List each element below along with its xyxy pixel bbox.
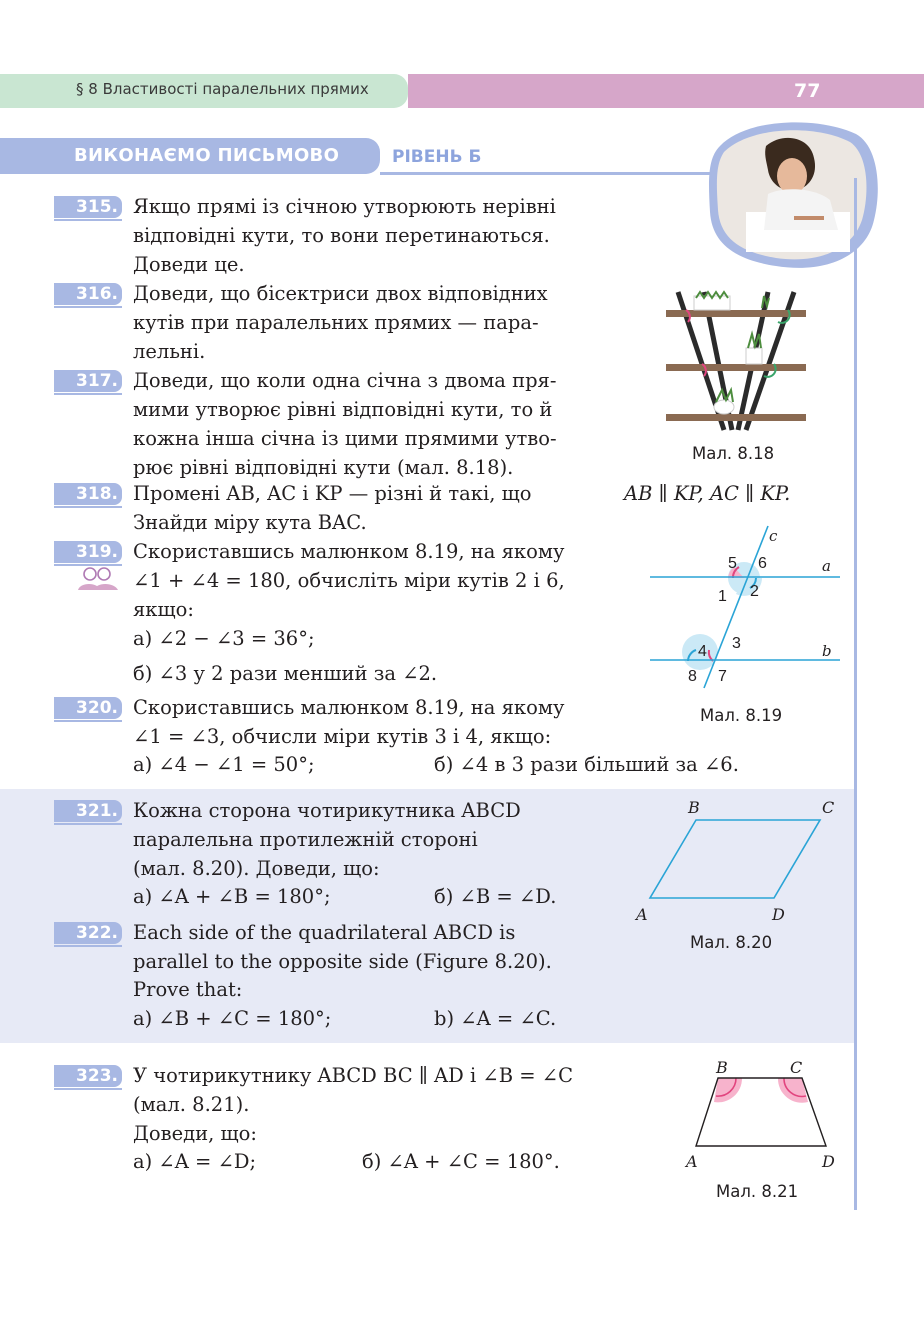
vertex-A: A	[636, 905, 648, 924]
label-b: b	[822, 642, 832, 660]
problem-text-line: паралельна протилежній стороні	[133, 828, 478, 851]
exercise-band-underline	[380, 172, 710, 175]
angle-5: 5	[728, 555, 737, 572]
problem-number: 320.	[54, 697, 122, 719]
angle-2: 2	[750, 583, 759, 600]
figure-caption: Мал. 8.19	[700, 706, 783, 725]
problem-text-line: лельні.	[133, 340, 206, 363]
problem-number: 319.	[54, 541, 122, 563]
problem-number: 322.	[54, 922, 122, 944]
angle-6: 6	[758, 555, 767, 572]
header-page-bar	[408, 74, 924, 108]
problem-number: 317.	[54, 370, 122, 392]
problem-text-line: b) ∠A = ∠C.	[434, 1007, 557, 1030]
vertex-B: B	[716, 1058, 728, 1077]
figure-8-19-transversal	[646, 524, 846, 690]
vertex-D: D	[822, 1152, 835, 1171]
pair-work-icon	[76, 566, 120, 592]
page-number: 77	[794, 80, 821, 102]
problem-text-line: ∠1 = ∠3, обчисли міри кутів 3 і 4, якщо:	[133, 725, 552, 748]
problem-text-line: відповідні кути, то вони перетинаються.	[133, 224, 550, 247]
problem-text-line: а) ∠2 − ∠3 = 36°;	[133, 627, 315, 650]
problem-text-line: Доведи, що:	[133, 1122, 257, 1145]
problem-text-line: Знайди міру кута BAC.	[133, 511, 367, 534]
figure-8-21-trapezoid	[680, 1054, 842, 1174]
problem-text-line: кутів при паралельних прямих — пара-	[133, 311, 539, 334]
problem-text-line: (мал. 8.21).	[133, 1093, 250, 1116]
problem-text-line: а) ∠A = ∠D;	[133, 1150, 257, 1173]
problem-text-line: Each side of the quadrilateral ABCD is	[133, 921, 516, 944]
vertex-D: D	[772, 905, 785, 924]
problem-text-line: (мал. 8.20). Доведи, що:	[133, 857, 380, 880]
problem-text-line: Скориставшись малюнком 8.19, на якому	[133, 540, 565, 563]
problem-text-line: Prove that:	[133, 978, 243, 1001]
problem-text-line: б) ∠3 у 2 рази менший за ∠2.	[133, 662, 438, 685]
figure-8-20-parallelogram	[630, 796, 844, 930]
problem-text-line: а) ∠4 − ∠1 = 50°;	[133, 753, 315, 776]
problem-text-line: Якщо прямі із січною утворюють нерівні	[133, 195, 556, 218]
angle-8: 8	[688, 668, 697, 685]
vertex-B: B	[688, 798, 700, 817]
problem-text-line: б) ∠B = ∠D.	[434, 885, 557, 908]
problem-text-line: кожна інша січна із цими прямими утво-	[133, 427, 557, 450]
problem-text-line: а) ∠A + ∠B = 180°;	[133, 885, 331, 908]
student-photo	[706, 116, 878, 276]
figure-8-18-shelf	[660, 290, 812, 438]
exercise-band-title: ВИКОНАЄМО ПИСЬМОВО	[74, 145, 340, 166]
vertex-A: A	[686, 1152, 698, 1171]
figure-caption: Мал. 8.18	[692, 444, 775, 463]
angle-4: 4	[698, 643, 707, 660]
problem-text-line: У чотирикутнику ABCD BC ∥ AD і ∠B = ∠C	[133, 1064, 574, 1087]
angle-3: 3	[732, 635, 741, 652]
problem-text-line: parallel to the opposite side (Figure 8.20).	[133, 950, 552, 973]
problem-text-line: б) ∠A + ∠C = 180°.	[362, 1150, 560, 1173]
problem-number: 323.	[54, 1065, 122, 1087]
problem-text-line: a) ∠B + ∠C = 180°;	[133, 1007, 332, 1030]
label-c: c	[769, 527, 778, 545]
problem-text-aside: AB ∥ KP, AC ∥ KP.	[624, 482, 791, 505]
problem-text-line: Скориставшись малюнком 8.19, на якому	[133, 696, 565, 719]
problem-text-line: Кожна сторона чотирикутника ABCD	[133, 799, 521, 822]
angle-1: 1	[718, 588, 727, 605]
problem-text-line: Промені AB, AC і KP — різні й такі, що	[133, 482, 532, 505]
problem-text-line: якщо:	[133, 598, 194, 621]
problem-text-line: мими утворює рівні відповідні кути, то й	[133, 398, 553, 421]
vertex-C: C	[790, 1058, 803, 1077]
section-title: § 8 Властивості паралельних прямих	[76, 80, 369, 98]
figure-caption: Мал. 8.20	[690, 933, 773, 952]
problem-text-line: Доведи, що бісектриси двох відповідних	[133, 282, 548, 305]
angle-7: 7	[718, 668, 727, 685]
problem-number: 318.	[54, 483, 122, 505]
page-margin-rule	[854, 178, 857, 1210]
problem-text-line: Доведи це.	[133, 253, 245, 276]
problem-text-line: б) ∠4 в 3 рази більший за ∠6.	[434, 753, 739, 776]
problem-text-line: Доведи, що коли одна січна з двома пря-	[133, 369, 557, 392]
problem-number: 316.	[54, 283, 122, 305]
vertex-C: C	[822, 798, 835, 817]
label-a: a	[822, 557, 831, 575]
problem-text-line: рює рівні відповідні кути (мал. 8.18).	[133, 456, 514, 479]
problem-text-line: ∠1 + ∠4 = 180, обчисліть міри кутів 2 і 6,	[133, 569, 565, 592]
problem-number: 315.	[54, 196, 122, 218]
problem-number: 321.	[54, 800, 122, 822]
figure-caption: Мал. 8.21	[716, 1182, 799, 1201]
exercise-level: РІВЕНЬ Б	[392, 147, 482, 167]
